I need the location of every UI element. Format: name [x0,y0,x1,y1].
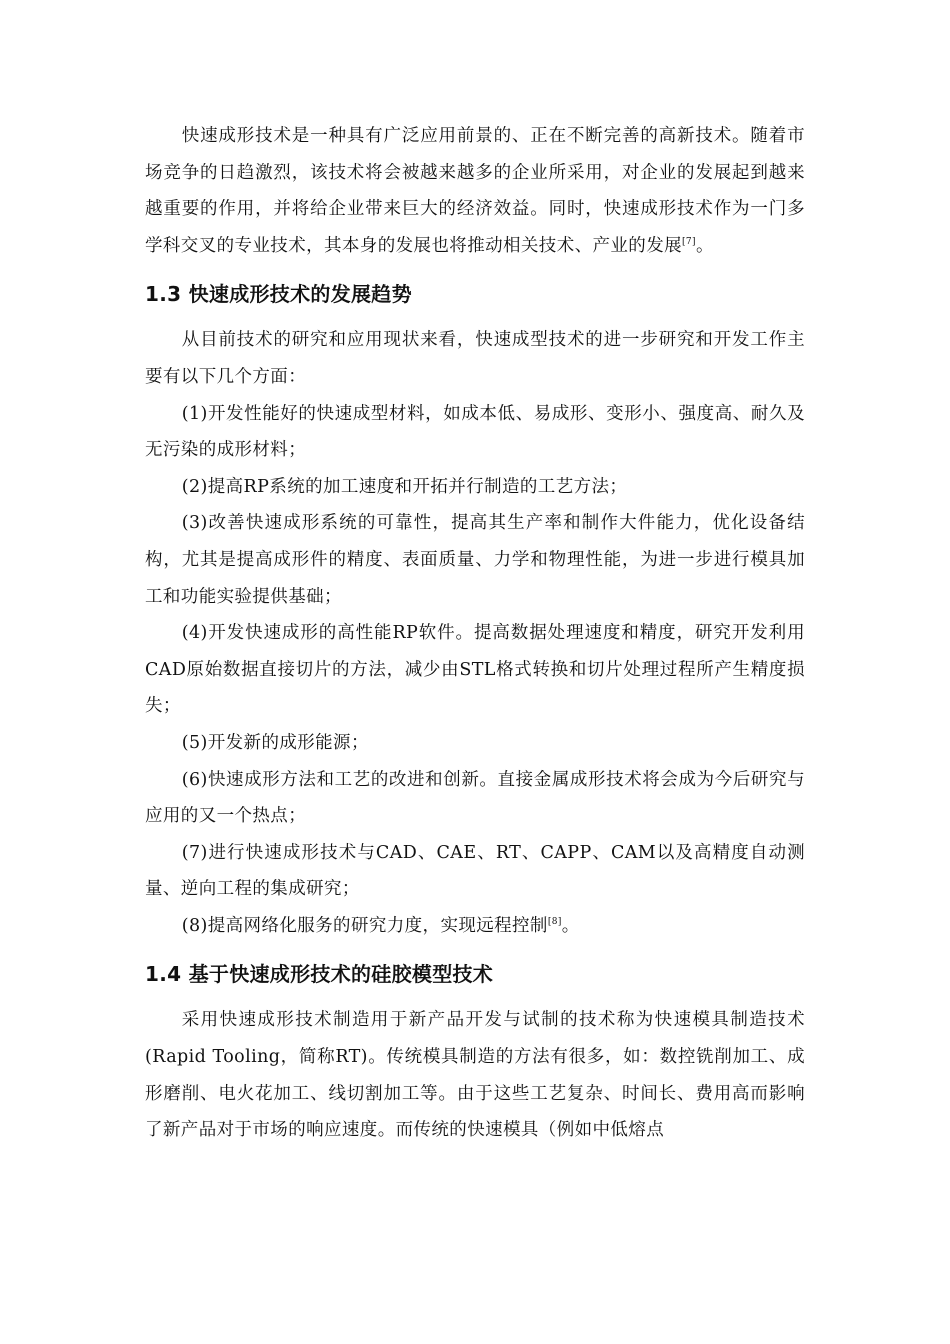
list-item-6: (6)快速成形方法和工艺的改进和创新。直接金属成形技术将会成为今后研究与应用的又一个热点； [145,769,805,827]
list-item-7: (7)进行快速成形技术与CAD、CAE、RT、CAPP、CAM以及高精度自动测量、逆向工程的集成研究； [145,842,805,900]
document-page [145,118,805,1149]
intro-paragraph-text: 快速成形技术是一种具有广泛应用前景的、正在不断完善的高新技术。随着市场竞争的日趋激烈，该技术将会被越来越多的企业所采用，对企业的发展起到越来越重要的作用，并将给企业带来巨大的经济效益。同时，快速成形技术作为一门多学科交叉的专业技术，其本身的发展也将推动相关技术、产业的发展 [145,126,805,256]
list-item-5: (5)开发新的成形能源； [181,732,369,753]
list-item-4: (4)开发快速成形的高性能RP软件。提高数据处理速度和精度，研究开发利用CAD原始数据直接切片的方法，减少由STL格式转换和切片处理过程所产生精度损失； [145,623,805,717]
citation-8: [8] [547,916,562,927]
list-item-8-end: 。 [561,915,580,936]
list-item-1: (1)开发性能好的快速成型材料，如成本低、易成形、变形小、强度高、耐久及无污染的成形材料； [145,403,805,461]
list-item-2: (2)提高RP系统的加工速度和开拓并行制造的工艺方法； [181,476,628,497]
list-item-8 [145,908,805,945]
citation-7: [7] [682,236,696,247]
intro-paragraph [145,118,805,264]
list-item-3: (3)改善快速成形系统的可靠性，提高其生产率和制作大件能力，优化设备结构，尤其是提高成形件的精度、表面质量、力学和物理性能，为进一步进行模具加工和功能实验提供基础； [145,513,805,607]
section-1-3-intro: 从目前技术的研究和应用现状来看，快速成型技术的进一步研究和开发工作主要有以下几个方面： [145,330,805,387]
intro-paragraph-end: 。 [695,235,714,256]
list-item-8-text: (8)提高网络化服务的研究力度，实现远程控制 [181,915,548,936]
section-1-4-heading: 1.4 基于快速成形技术的硅胶模型技术 [145,962,494,987]
section-1-4-paragraph: 采用快速成形技术制造用于新产品开发与试制的技术称为快速模具制造技术(Rapid Tooling，简称RT)。传统模具制造的方法有很多，如：数控铣削加工、成形磨削、电火花加工、线切割加工等。由于这些工艺复杂、时间长、费用高而影响了新产品对于市场的响应速度。而传统的快速模具（例如中低熔点 [145,1010,805,1141]
section-1-3-heading: 1.3 快速成形技术的发展趋势 [145,282,412,307]
